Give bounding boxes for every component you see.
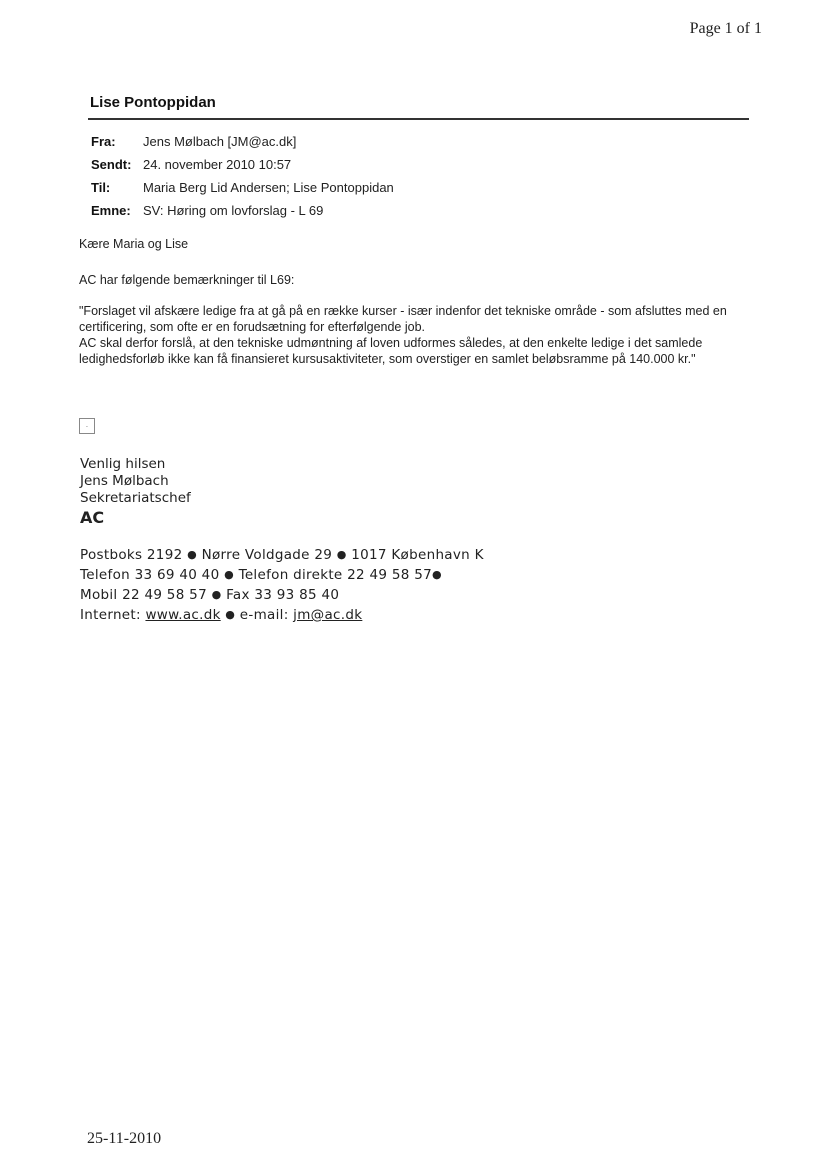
page-footer-date: 25-11-2010 — [87, 1130, 162, 1147]
from-label: Fra: — [91, 134, 116, 149]
bullet-icon: ● — [225, 608, 236, 621]
subject-value: SV: Høring om lovforslag - L 69 — [143, 203, 324, 218]
email-signature — [80, 456, 191, 529]
bullet-icon: ● — [187, 548, 197, 561]
signature-company: AC — [80, 508, 105, 527]
email-quote — [79, 303, 759, 367]
email-label: e-mail: — [239, 607, 289, 623]
fax: Fax 33 93 85 40 — [226, 587, 340, 603]
contact-internet-line — [80, 605, 484, 625]
bullet-icon: ● — [224, 568, 234, 581]
email-link[interactable]: jm@ac.dk — [293, 607, 363, 623]
email-greeting: Kære Maria og Lise — [79, 237, 189, 251]
email-owner-name: Lise Pontoppidan — [90, 94, 216, 111]
to-row — [91, 176, 394, 199]
signature-name: Jens Mølbach — [80, 473, 169, 489]
sent-row — [91, 153, 394, 176]
sent-value: 24. november 2010 10:57 — [143, 157, 292, 172]
title-divider — [88, 118, 749, 120]
page-number-header: Page 1 of 1 — [689, 20, 762, 37]
phone-direct: Telefon direkte 22 49 58 57 — [238, 567, 433, 583]
sent-label: Sendt: — [91, 157, 132, 172]
quote-paragraph-1: "Forslaget vil afskære ledige fra at gå på en række kurser - især indenfor det tekniske område - som afsluttes med en certificering, som ofte er en forudsætning for efterfølgende job. — [79, 304, 727, 334]
email-headers — [91, 130, 394, 222]
subject-label: Emne: — [91, 203, 131, 218]
address-box: Postboks 2192 — [80, 547, 183, 563]
from-row — [91, 130, 394, 153]
mobile: Mobil 22 49 58 57 — [80, 587, 207, 603]
bullet-icon: ● — [211, 588, 222, 601]
from-value: Jens Mølbach [JM@ac.dk] — [143, 134, 297, 149]
subject-row — [91, 199, 394, 222]
internet-label: Internet: — [80, 607, 141, 623]
contact-mobile-line — [80, 585, 484, 605]
website-link[interactable]: www.ac.dk — [145, 607, 221, 623]
quote-paragraph-2: AC skal derfor forslå, at den tekniske udmøntning af loven udformes således, at den enkelte ledige i det samlede ledighedsforløb ikke kan få finansieret kursusaktiviteter, som overstiger en samlet beløbsramme på 140.000 kr." — [79, 336, 703, 366]
broken-image-icon: · — [79, 418, 95, 434]
contact-phone-line — [80, 565, 484, 585]
bullet-icon: ● — [336, 548, 347, 561]
contact-block — [80, 545, 484, 625]
address-street: Nørre Voldgade 29 — [201, 547, 333, 563]
to-value: Maria Berg Lid Andersen; Lise Pontoppidan — [143, 180, 394, 195]
signature-closing: Venlig hilsen — [80, 456, 166, 472]
phone: Telefon 33 69 40 40 — [80, 567, 220, 583]
email-intro: AC har følgende bemærkninger til L69: — [79, 273, 295, 287]
bullet-icon: ● — [432, 568, 442, 581]
address-city: 1017 København K — [351, 547, 484, 563]
signature-title: Sekretariatschef — [80, 490, 191, 506]
contact-address-line — [80, 545, 484, 565]
to-label: Til: — [91, 180, 111, 195]
